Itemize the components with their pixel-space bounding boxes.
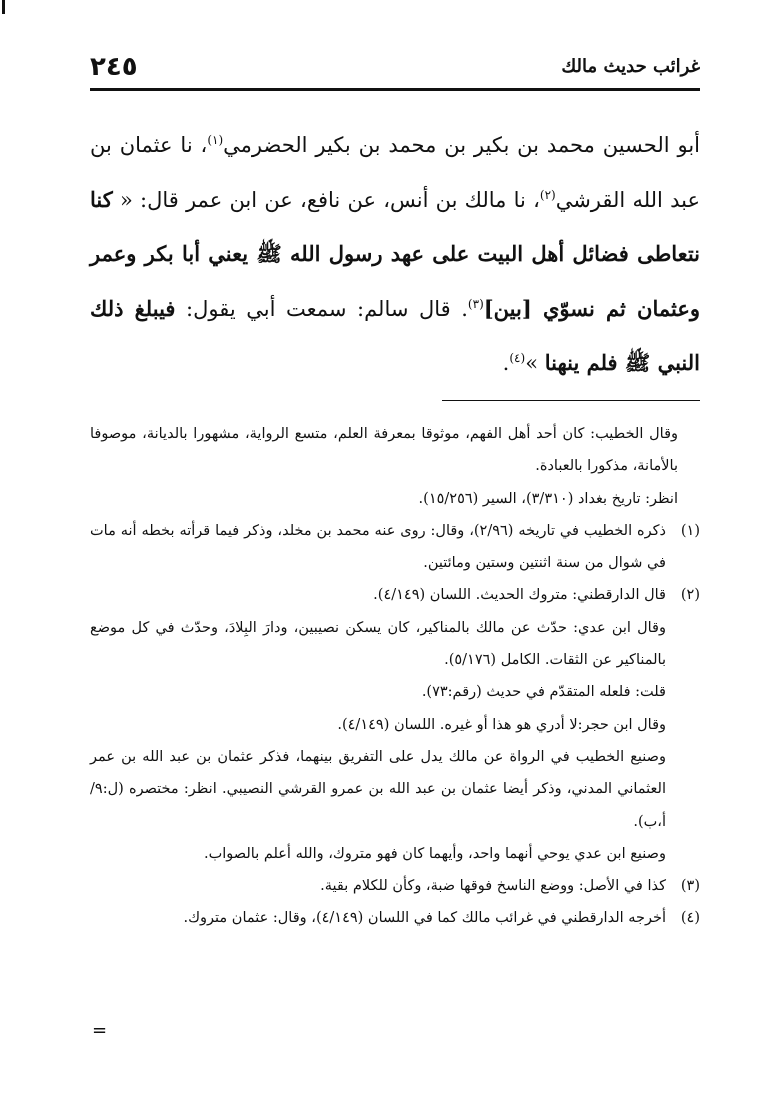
footnote-paragraph [90,870,700,902]
isnad-text: ، نا عثمان بن عبد الله القرشي [90,133,700,212]
hadith-matn-text: كنا نتعاطى فضائل أهل البيت على عهد رسول الله ﷺ يعني أبا بكر وعمر وعثمان ثم نسوّي [بين] [90,186,700,321]
footnote-number: (٢) [680,587,700,604]
footnote-paragraph [90,741,700,838]
running-title: غرائب حديث مالك [561,56,700,77]
isnad-text: » [525,351,545,375]
footnote-paragraph [90,483,700,515]
header-rule [90,88,700,91]
footnote-text: وقال ابن حجر:لا أدري هو هذا أو غيره. اللسان (٤/١٤٩). [337,716,666,733]
footnote-paragraph [90,418,700,483]
isnad-text: . قال سالم: سمعت أبي يقول: [175,296,468,321]
page-corner-mark [2,0,5,14]
footnote-number: (١) [680,522,700,539]
footnote-text: قلت: فلعله المتقدّم في حديث (رقم:٧٣). [421,684,666,701]
footnote-number: (٣) [680,878,700,895]
footnote-text: وصنيع الخطيب في الرواة عن مالك يدل على التفريق بينهما، فذكر عثمان بن عبد الله بن عمر العثماني المدني، وذكر أيضا عثمان بن عبد الله بن عمرو القرشي النصيبي. انظر: مختصره (ل:٩/أ،ب). [90,748,666,830]
footnote-paragraph [90,676,700,708]
footnote-separator [442,400,700,401]
hadith-matn-text: فيبلغ ذلك النبي ﷺ فلم ينهنا [90,295,700,375]
footnote-paragraph [90,579,700,611]
footnote-paragraph [90,709,700,741]
footnote-text: وقال ابن عدي: حدّث عن مالك بالمناكير، كان يسكن نصيبين، ودارَ البِلادَ، وحدّث في كل موضع بالمناكير عن الثقات. الكامل (٥/١٧٦). [90,619,666,669]
footnote-paragraph [90,902,700,934]
footnote-ref: (٢) [539,187,556,202]
isnad-text: . [502,351,510,375]
footnote-text: قال الدارقطني: متروك الحديث. اللسان (٤/١٤٩). [373,587,666,604]
footnote-ref: (٣) [467,296,484,311]
footnote-paragraph [90,612,700,677]
footnote-text: وصنيع ابن عدي يوحي أنهما واحد، وأيهما كان فهو متروك، والله أعلم بالصواب. [204,845,666,862]
footnote-ref: (٤) [509,351,526,365]
footnote-text: انظر: تاريخ بغداد (٣/٣١٠)، السير (١٥/٢٥٦). [418,490,678,507]
page-header [90,52,700,88]
footnote-text: وقال الخطيب: كان أحد أهل الفهم، موثوقا بمعرفة العلم، متسع الرواية، مشهورا بالديانة، موصوفا بالأمانة، مذكورا بالعبادة. [90,426,678,475]
end-mark: = [92,1020,108,1041]
footnotes [90,418,700,935]
isnad-text: أبو الحسين محمد بن بكير بن محمد بن بكير الحضرمي [223,133,700,157]
footnote-text: كذا في الأصل: ووضع الناسخ فوقها ضبة، وكأن للكلام بقية. [320,878,666,895]
footnote-paragraph [90,515,700,580]
page-number: ٢٤٥ [90,52,138,82]
hadith-text [90,118,700,391]
footnote-text: ذكره الخطيب في تاريخه (٢/٩٦)، وقال: روى عنه محمد بن مخلد، وذكر فيما قرأته بخطه أنه مات في شوال من سنة اثنتين وستين ومائتين. [90,522,666,572]
footnote-ref: (١) [207,133,224,147]
footnote-text: أخرجه الدارقطني في غرائب مالك كما في اللسان (٤/١٤٩)، وقال: عثمان متروك. [183,910,666,927]
isnad-text: ، نا مالك بن أنس، عن نافع، عن ابن عمر قال: « [112,187,540,212]
footnote-paragraph [90,838,700,870]
footnote-number: (٤) [680,910,700,927]
